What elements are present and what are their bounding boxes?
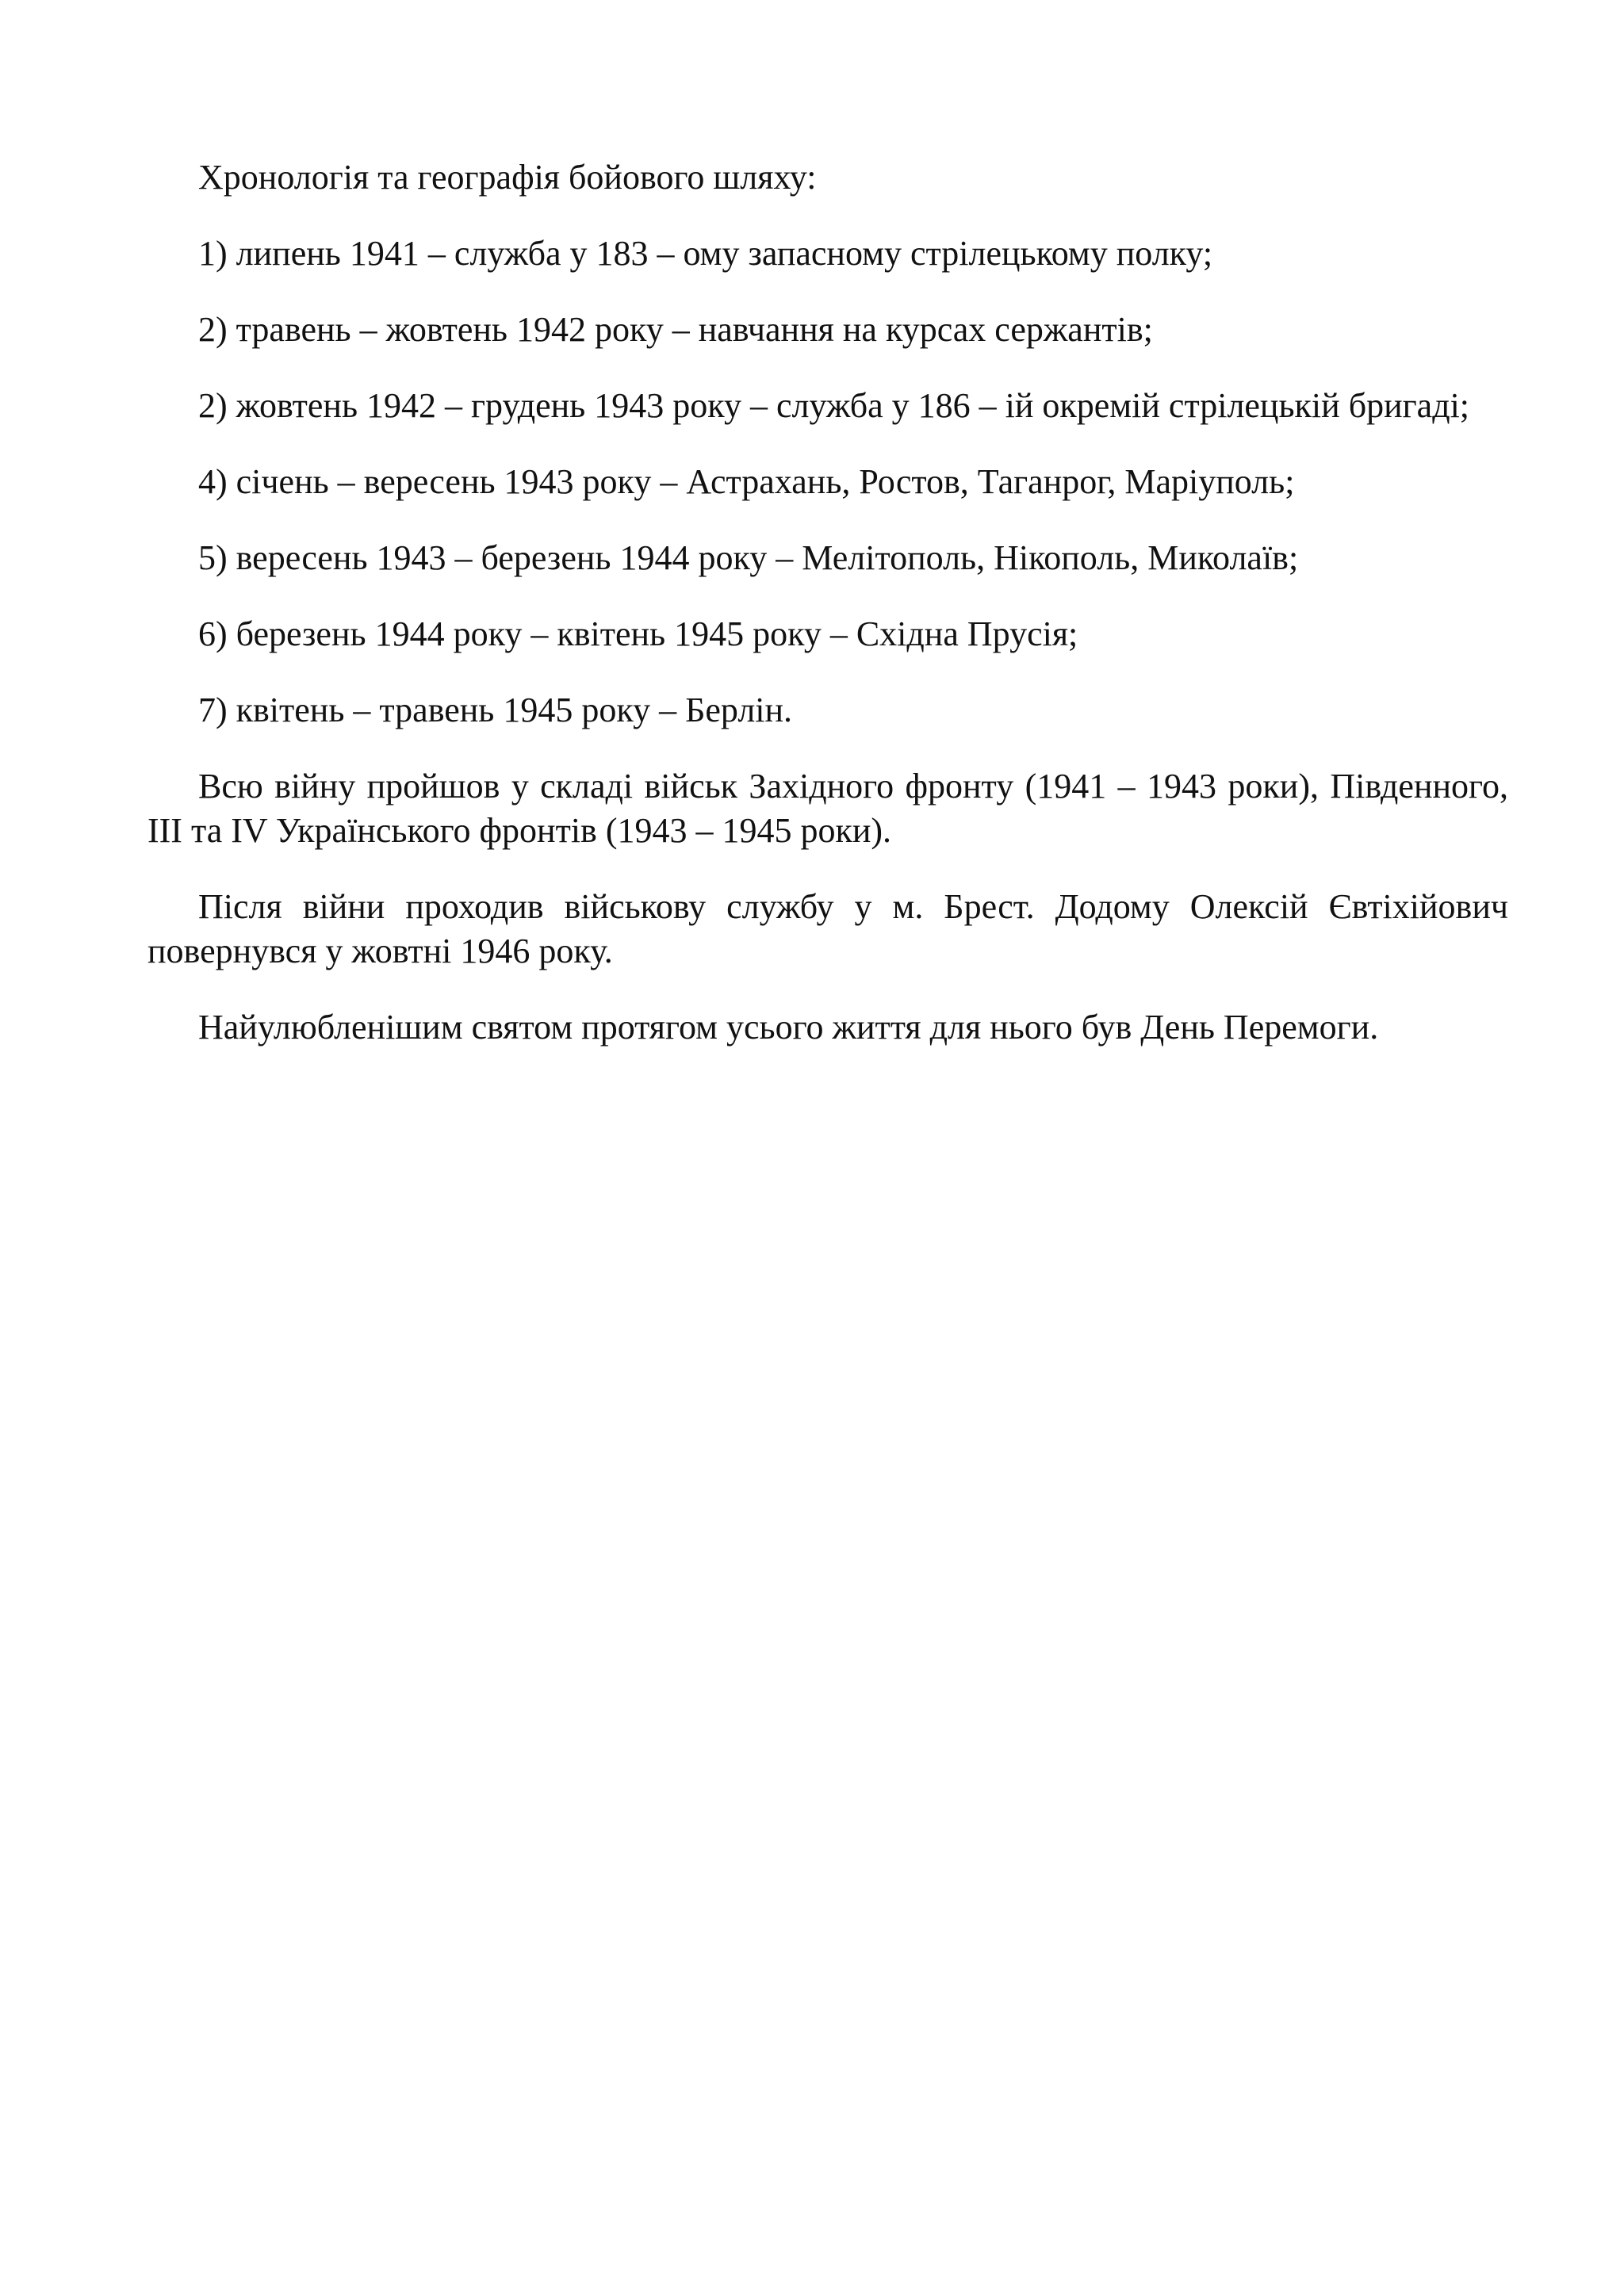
paragraph-item-1: 1) липень 1941 – служба у 183 – ому запасному стрілецькому полку; <box>198 234 1213 273</box>
paragraph-item-5: 5) вересень 1943 – березень 1944 року – Мелітополь, Нікополь, Миколаїв; <box>198 538 1299 577</box>
paragraph-item-7: 7) квітень – травень 1945 року – Берлін. <box>198 691 793 729</box>
paragraph-fronts: Всю війну пройшов у складі військ Західного фронту (1941 – 1943 роки), Південного, III та IV Українського фронтів (1943 – 1945 роки). <box>147 767 1508 850</box>
paragraph-item-2: 2) травень – жовтень 1942 року – навчання на курсах сержантів; <box>198 310 1153 349</box>
paragraph-intro: Хронологія та географія бойового шляху: <box>198 158 817 197</box>
paragraph-item-3: 2) жовтень 1942 – грудень 1943 року – служба у 186 – ій окремій стрілецькій бригаді; <box>198 386 1470 425</box>
paragraph-after-war: Після війни проходив військову службу у м. Брест. Додому Олексій Євтіхійович повернувся у жовтні 1946 року. <box>147 887 1508 970</box>
paragraph-victory-day: Найулюбленішим святом протягом усього життя для нього був День Перемоги. <box>198 1008 1379 1047</box>
paragraph-item-6: 6) березень 1944 року – квітень 1945 року – Східна Прусія; <box>198 614 1078 653</box>
paragraph-item-4: 4) січень – вересень 1943 року – Астрахань, Ростов, Таганрог, Маріуполь; <box>198 462 1295 501</box>
document-page <box>147 155 1508 1081</box>
